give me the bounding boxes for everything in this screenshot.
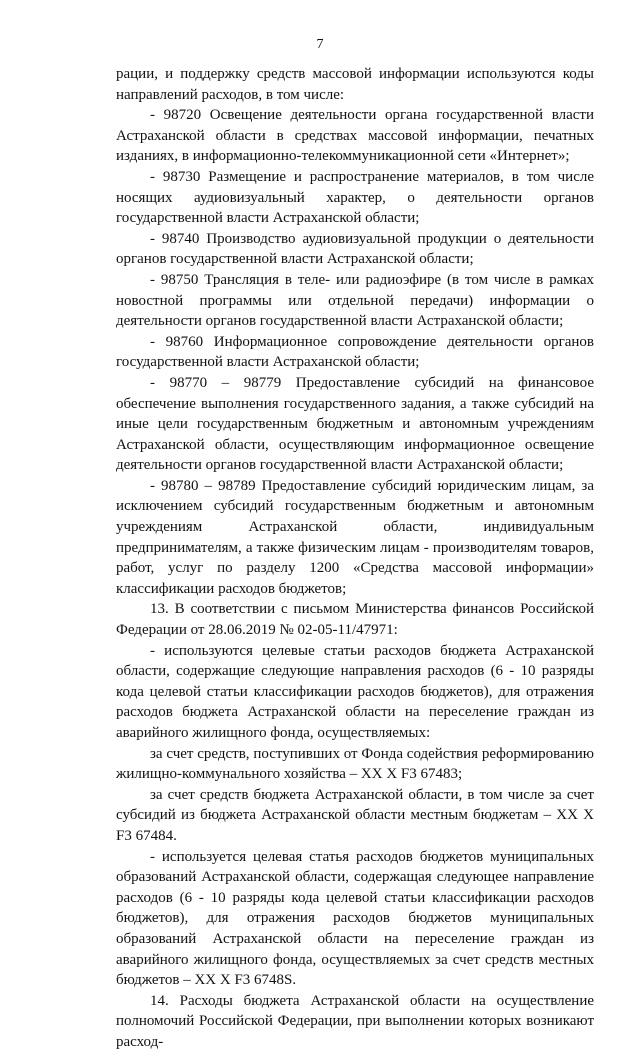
paragraph-98720: - 98720 Освещение деятельности органа государственной власти Астраханской области в средствах массовой информации, печатных изданиях, в информационно-телекоммуникационной сети «Интернет»; — [116, 107, 594, 165]
paragraph-13-targets: - используются целевые статьи расходов бюджета Астраханской области, содержащие следующие направления расходов (6 - 10 разряды кода целевой статьи классификации расходов бюджетов), для отражения расходов бюджета Астраханской области на переселение граждан из аварийного жилищного фонда, осуществляемых: — [116, 642, 594, 741]
paragraph-98730: - 98730 Размещение и распространение материалов, в том числе носящих аудиовизуальный характер, о деятельности органов государственной власти Астраханской области; — [116, 168, 594, 227]
paragraph-fund-source: за счет средств, поступивших от Фонда содействия реформированию жилищно-коммунального хозяйства – XX X F3 67483; — [116, 745, 594, 783]
paragraph-municipal-target: - используется целевая статья расходов бюджетов муниципальных образований Астраханской области, содержащая следующее направление расходов (6 - 10 разряды кода целевой статьи классификации расходов бюджетов), для отражения расходов бюджетов муниципальных образований Астраханской области на переселение граждан из аварийного жилищного фонда, осуществляемых за счет средств местных бюджетов – XX X F3 6748S. — [116, 848, 594, 989]
paragraph-98750: - 98750 Трансляция в теле- или радиоэфире (в том числе в рамках новостной программы или отдельной передачи) информации о деятельности органов государственной власти Астраханской области; — [116, 271, 594, 330]
paragraph-regional-source: за счет средств бюджета Астраханской области, в том числе за счет субсидий из бюджета Астраханской области местным бюджетам – XX X F3 67484. — [116, 786, 594, 844]
document-body — [116, 64, 594, 1053]
paragraph-98760: - 98760 Информационное сопровождение деятельности органов государственной власти Астраханской области; — [116, 333, 594, 371]
paragraph-14: 14. Расходы бюджета Астраханской области на осуществление полномочий Российской Федерации, при выполнении которых возникают расход- — [116, 992, 594, 1050]
paragraph-98780: - 98780 – 98789 Предоставление субсидий юридическим лицам, за исключением субсидий государственным бюджетным и автономным учреждениям Астраханской области, индивидуальным предпринимателям, а также физическим лицам - производителям товаров, работ, услуг по разделу 1200 «Средства массовой информации» классификации расходов бюджетов; — [116, 477, 594, 597]
paragraph-98740: - 98740 Производство аудиовизуальной продукции о деятельности органов государственной власти Астраханской области; — [116, 230, 594, 268]
paragraph-98770: - 98770 – 98779 Предоставление субсидий на финансовое обеспечение выполнения государственного задания, а также субсидий на иные цели государственным бюджетным и автономным учреждениям Астраханской области, осуществляющим информационное освещение деятельности органов государственной власти Астраханской области; — [116, 374, 594, 474]
paragraph-continuation: рации, и поддержку средств массовой информации используются коды направлений расходов, в том числе: — [116, 66, 594, 103]
page-number: 7 — [316, 37, 324, 52]
paragraph-13: 13. В соответствии с письмом Министерства финансов Российской Федерации от 28.06.2019 № 02-05-11/47971: — [116, 601, 594, 639]
